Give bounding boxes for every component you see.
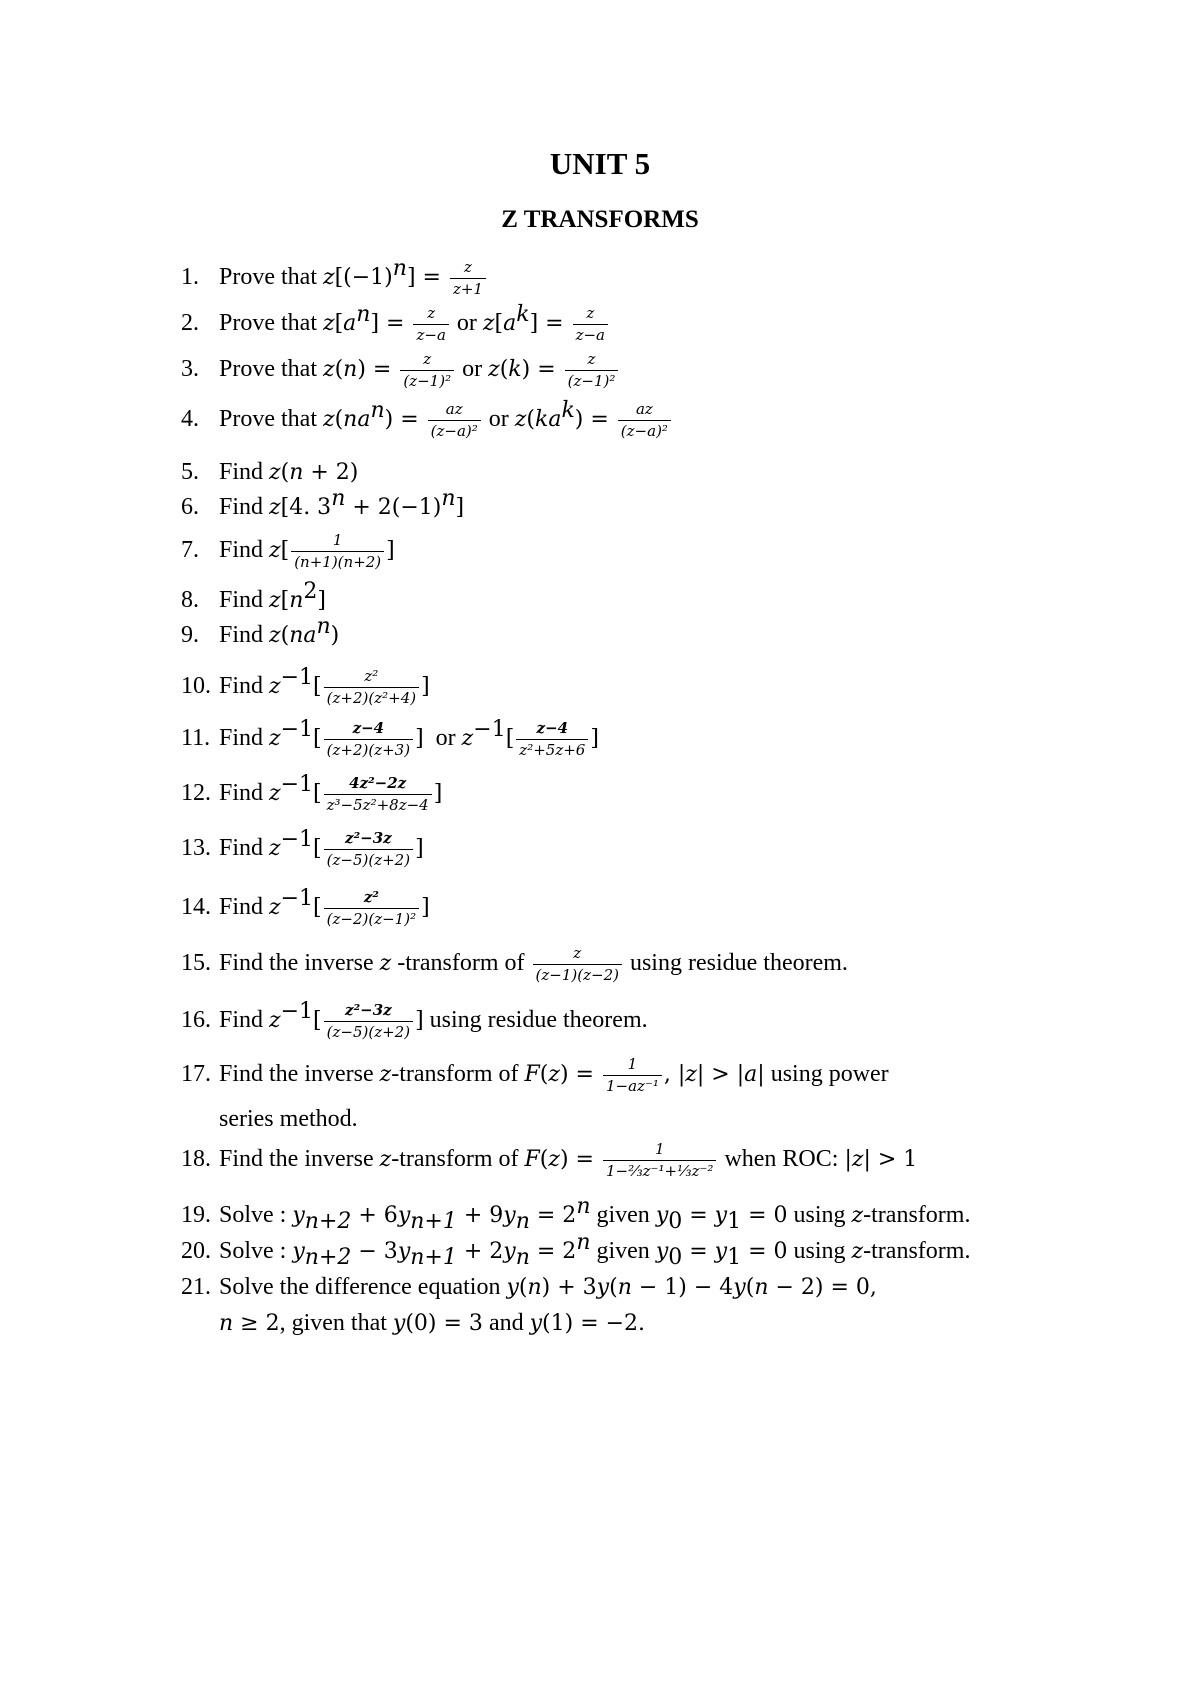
- or-text: or: [435, 725, 456, 752]
- question-number: 7.: [181, 537, 199, 564]
- question-number: 21.: [181, 1274, 211, 1300]
- question-text-suffix: when ROC:: [724, 1146, 839, 1173]
- page-title: Z TRANSFORMS: [501, 206, 699, 233]
- question-text: Find: [219, 725, 264, 752]
- or-text: or: [456, 310, 477, 337]
- question-text-and: and: [488, 1310, 524, 1336]
- question-text: Find: [219, 1007, 264, 1034]
- question-number: 19.: [181, 1202, 211, 1228]
- question-text-mid: -transform of: [391, 1061, 519, 1088]
- question-text: Find: [219, 459, 264, 485]
- question-text: Find: [219, 494, 264, 520]
- question-16: 16. Find $z^{-1}$[ $\frac{\text{z²−3z}}{(z-5)(z+2)}$ ] using residue theorem.: [181, 999, 648, 1041]
- question-text: Find the inverse: [219, 950, 374, 977]
- question-12: 12. Find $z^{-1}$[ $\frac{\text{4z²−2z}}{\text{z³−5z²+8z−4}}$ ]: [181, 772, 443, 814]
- question-text-mid: -transform of: [391, 1146, 519, 1173]
- question-text: Find: [219, 587, 264, 613]
- question-text-mid: -transform of: [397, 950, 525, 977]
- question-text-suffix: using residue theorem.: [429, 1007, 648, 1034]
- question-number: 5.: [181, 459, 199, 485]
- question-13: 13. Find $z^{-1}$[ $\frac{\text{z²−3z}}{(z-5)(z+2)}$ ]: [181, 827, 424, 869]
- question-number: 1.: [181, 264, 199, 291]
- question-14: 14. Find $z^{-1}$[ $\frac{\text{z²}}{\text{(z−2)(z−1)²}}$ ]: [181, 886, 430, 928]
- question-7: 7. Find z[ $\frac{1}{(n+1)(n+2)}$ ]: [181, 531, 395, 571]
- question-text: Find: [219, 894, 264, 921]
- question-text: Solve the difference equation: [219, 1274, 501, 1300]
- question-text: Prove that: [219, 310, 317, 337]
- question-text-given: , given that: [279, 1310, 387, 1336]
- question-text: Find: [219, 835, 264, 862]
- question-text-tail: -transform.: [863, 1238, 971, 1264]
- question-17-continuation: [219, 1105, 358, 1133]
- question-number: 12.: [181, 780, 211, 807]
- question-17: 17. Find the inverse z-transform of F(z) = $\frac{1}{\text{1−az⁻¹}}$ , |z| > |a| using power: [181, 1055, 889, 1095]
- question-text: Find: [219, 780, 264, 807]
- question-number: 11.: [181, 725, 211, 752]
- question-number: 6.: [181, 494, 199, 520]
- question-number: 15.: [181, 950, 211, 977]
- question-number: 13.: [181, 835, 211, 862]
- question-number: 9.: [181, 622, 199, 648]
- question-text-using: using: [793, 1202, 846, 1228]
- question-text-line2: series method.: [219, 1106, 358, 1132]
- question-text: Prove that: [219, 264, 317, 291]
- question-text-suffix: using power: [770, 1061, 889, 1088]
- question-19: 19. Solve : $y_{n+2} + 6y_{n+1} + 9y_n = 2^n$ given $y_0 = y_1 = 0$ using z-transform.: [181, 1194, 971, 1234]
- question-2: 2. Prove that $z[a^n]$ = $\frac{z}{z-a}$ or $z[a^k]$ = $\frac{z}{z-a}$: [181, 304, 610, 345]
- question-text: Find: [219, 537, 264, 564]
- question-text: Find the inverse: [219, 1146, 374, 1173]
- question-18: 18. Find the inverse z-transform of F(z) = $\frac{1}{\text{1−⅔z⁻¹+⅓z⁻²}}$ when ROC: |z| > 1: [181, 1140, 918, 1180]
- question-10: 10. Find $z^{-1}$[ $\frac{\text{z²}}{\text{(z+2)(z²+4)}}$ ]: [181, 665, 430, 707]
- question-number: 16.: [181, 1007, 211, 1034]
- question-number: 4.: [181, 406, 199, 433]
- question-21-continuation: n ≥ 2, given that y(0) = 3 and y(1) = −2.: [219, 1310, 646, 1336]
- question-text-tail: -transform.: [863, 1202, 971, 1228]
- question-text: Find: [219, 622, 264, 648]
- question-number: 10.: [181, 673, 211, 700]
- question-text: Solve :: [219, 1238, 287, 1264]
- question-text: Solve :: [219, 1202, 287, 1228]
- question-15: 15. Find the inverse z -transform of $\frac{z}{(z-1)(z-2)}$ using residue theorem.: [181, 944, 848, 984]
- question-1: 1. Prove that $z[(-1)^n]$ = $\frac{z}{z+1}$: [181, 258, 488, 299]
- question-8: 8. Find $z[n^2]$: [181, 579, 326, 613]
- question-number: 20.: [181, 1238, 211, 1264]
- question-9: 9. Find $z(na^n)$: [181, 614, 340, 648]
- question-20: 20. Solve : $y_{n+2} - 3y_{n+1} + 2y_n = 2^n$ given $y_0 = y_1 = 0$ using z-transform.: [181, 1230, 971, 1270]
- question-number: 17.: [181, 1061, 211, 1088]
- question-text: Prove that: [219, 356, 317, 383]
- question-number: 14.: [181, 894, 211, 921]
- question-11: 11. Find $z^{-1}$[ $\frac{z-4}{(z+2)(z+3)}$ ] or $z^{-1}$[ $\frac{z-4}{\text{z²+5z+6}}$ ]: [181, 717, 599, 759]
- question-number: 3.: [181, 356, 199, 383]
- unit-heading: UNIT 5: [549, 146, 651, 181]
- question-number: 2.: [181, 310, 199, 337]
- question-21: 21. Solve the difference equation y(n) + 3y(n − 1) − 4y(n − 2) = 0,: [181, 1274, 877, 1300]
- question-3: 3. Prove that z(n) = $\frac{z}{\text{(z−1)²}}$ or z(k) = $\frac{z}{\text{(z−1)²}}$: [181, 350, 620, 391]
- question-text-suffix: using residue theorem.: [629, 950, 848, 977]
- question-text-given: given: [596, 1202, 650, 1228]
- question-text-given: given: [596, 1238, 650, 1264]
- question-text: Prove that: [219, 406, 317, 433]
- question-5: 5. Find z(n + 2): [181, 459, 359, 485]
- question-number: 18.: [181, 1146, 211, 1173]
- or-text: or: [488, 406, 509, 433]
- question-4: 4. Prove that $z(na^n)$ = $\frac{az}{\text{(z−a)²}}$ or $z(ka^k)$ = $\frac{az}{\text{(z−a)²}}$: [181, 400, 673, 441]
- question-6: 6. Find z[4. $3^n + 2(-1)^n$]: [181, 486, 465, 520]
- question-text: Find the inverse: [219, 1061, 374, 1088]
- question-text: Find: [219, 673, 264, 700]
- question-number: 8.: [181, 587, 199, 613]
- or-text: or: [462, 356, 483, 383]
- question-text-using: using: [793, 1238, 846, 1264]
